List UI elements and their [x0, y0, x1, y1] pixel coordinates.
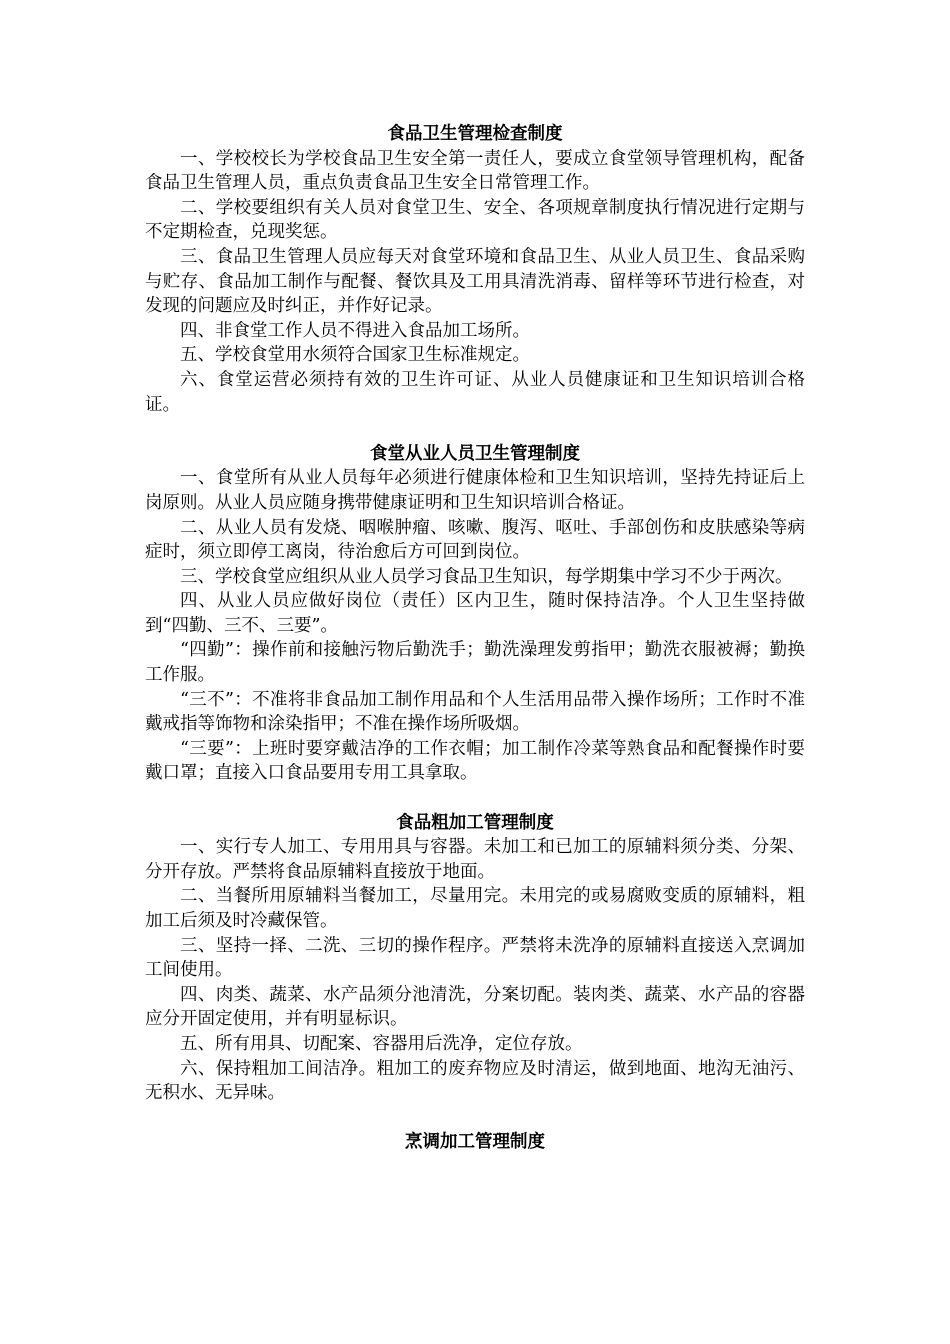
paragraph: “三要”：上班时要穿戴洁净的工作衣帽；加工制作冷菜等熟食品和配餐操作时要戴口罩；直接入口食品要用专用工具拿取。: [145, 738, 805, 784]
paragraph: 一、食堂所有从业人员每年必须进行健康体检和卫生知识培训，坚持先持证后上岗原则。从业人员应随身携带健康证明和卫生知识培训合格证。: [145, 468, 805, 513]
paragraph: 六、保持粗加工间洁净。粗加工的废弃物应及时清运，做到地面、地沟无油污、无积水、无异味。: [145, 1058, 805, 1104]
paragraph: 五、学校食堂用水须符合国家卫生标准规定。: [180, 345, 530, 366]
paragraph: 二、从业人员有发烧、咽喉肿瘤、咳嗽、腹泻、呕吐、手部创伤和皮肤感染等病症时，须立即停工离岗，待治愈后方可回到岗位。: [145, 517, 805, 563]
section-rough-processing: [145, 811, 805, 1106]
paragraph: 三、食品卫生管理人员应每天对食堂环境和食品卫生、从业人员卫生、食品采购与贮存、食品加工制作与配餐、餐饮具及工用具清洗消毒、留样等环节进行检查，对发现的问题应及时纠正，并作好记录。: [145, 246, 805, 317]
paragraph: “四勤”：操作前和接触污物后勤洗手；勤洗澡理发剪指甲；勤洗衣服被褥；勤换工作服。: [145, 640, 805, 686]
section-gap: [145, 1106, 805, 1131]
section-title: 食堂从业人员卫生管理制度: [370, 443, 580, 464]
paragraph: 二、当餐所用原辅料当餐加工，尽量用完。未用完的或易腐败变质的原辅料，粗加工后须及时冷藏保管。: [145, 886, 805, 931]
section-title: 食品粗加工管理制度: [396, 812, 554, 833]
section-staff-hygiene: [145, 442, 805, 786]
paragraph: 四、从业人员应做好岗位（责任）区内卫生，随时保持洁净。个人卫生坚持做到“四勤、三不、三要”。: [145, 591, 805, 636]
paragraph: 五、所有用具、切配案、容器用后洗净，定位存放。: [180, 1033, 583, 1054]
section-title: 食品卫生管理检查制度: [387, 124, 563, 144]
paragraph: 四、非食堂工作人员不得进入食品加工场所。: [180, 320, 530, 341]
section-title: 烹调加工管理制度: [405, 1132, 545, 1153]
paragraph: 一、实行专人加工、专用用具与容器。未加工和已加工的原辅料须分类、分架、分开存放。严禁将食品原辅料直接放于地面。: [145, 837, 805, 882]
paragraph: 三、学校食堂应组织从业人员学习食品卫生知识，每学期集中学习不少于两次。: [180, 566, 793, 587]
paragraph: 三、坚持一择、二洗、三切的操作程序。严禁将未洗净的原辅料直接送入烹调加工间使用。: [145, 935, 805, 981]
section-cooking-processing: [145, 1130, 805, 1155]
paragraph: 一、学校校长为学校食品卫生安全第一责任人，要成立食堂领导管理机构，配备食品卫生管理人员，重点负责食品卫生安全日常管理工作。: [145, 148, 805, 194]
paragraph: 六、食堂运营必须持有效的卫生许可证、从业人员健康证和卫生知识培训合格证。: [145, 369, 805, 415]
section-gap: [145, 786, 805, 811]
section-gap: [145, 417, 805, 442]
paragraph: 二、学校要组织有关人员对食堂卫生、安全、各项规章制度执行情况进行定期与不定期检查，兑现奖惩。: [145, 197, 805, 243]
paragraph: “三不”：不准将非食品加工制作用品和个人生活用品带入操作场所；工作时不准戴戒指等饰物和涂染指甲；不准在操作场所吸烟。: [145, 689, 805, 735]
section-food-hygiene-inspection: [145, 122, 805, 417]
document-page: [145, 122, 805, 1155]
paragraph: 四、肉类、蔬菜、水产品须分池清洗，分案切配。装肉类、蔬菜、水产品的容器应分开固定使用，并有明显标识。: [145, 984, 805, 1030]
